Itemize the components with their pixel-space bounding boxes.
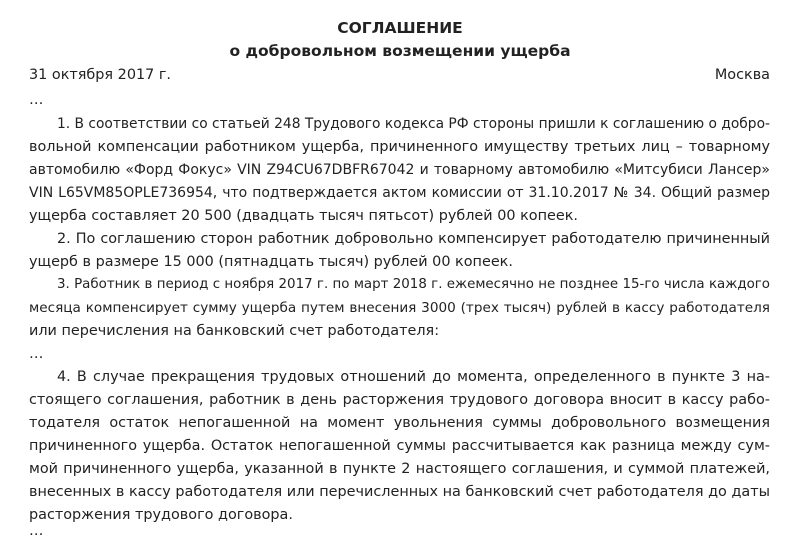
p2-line-1: 2. По соглашению сторон работник добровольно компенсирует работодателю причиненный bbox=[57, 231, 770, 247]
p1-line-1: 1. В соответствии со статьей 248 Трудового кодекса РФ стороны пришли к соглашению о добро- bbox=[57, 116, 770, 132]
ellipsis-1: … bbox=[29, 92, 44, 108]
p1-line-4: VIN L65VM85OPLE736954, что подтверждается актом комиссии от 31.10.2017 № 34. Общий размер bbox=[29, 185, 770, 201]
p1-line-3: автомобилю «Форд Фокус» VIN Z94CU67DBFR67042 и товарному автомобилю «Митсубиси Лансер» bbox=[29, 162, 770, 178]
document-city: Москва bbox=[714, 67, 770, 83]
p4-line-5: мой причиненного ущерба, указанной в пункте 2 настоящего соглашения, и суммой платежей, bbox=[29, 461, 770, 477]
p3-line-3: или перечисления на банковский счет работодателя: bbox=[29, 323, 440, 339]
p3-line-2: месяца компенсирует сумму ущерба путем внесения 3000 (трех тысяч) рублей в кассу работодателя bbox=[29, 300, 770, 316]
p1-line-2: вольной компенсации работником ущерба, причиненного имуществу третьих лиц – товарному bbox=[29, 139, 770, 155]
document-date: 31 октября 2017 г. bbox=[29, 67, 171, 83]
document-subtitle: о добровольном возмещении ущерба bbox=[229, 42, 571, 60]
ellipsis-2: … bbox=[29, 346, 44, 362]
ellipsis-3: … bbox=[29, 523, 44, 539]
p4-line-7: расторжения трудового договора. bbox=[29, 507, 293, 523]
p4-line-6: внесенных в кассу работодателя или перечисленных на банковский счет работодателя до даты bbox=[29, 484, 770, 500]
document-title: СОГЛАШЕНИЕ bbox=[337, 19, 463, 37]
p1-line-5: ущерба составляет 20 500 (двадцать тысяч пятьсот) рублей 00 копеек. bbox=[29, 208, 578, 224]
p4-line-3: тодателя остаток непогашенной на момент увольнения суммы добровольного возмещения bbox=[29, 415, 770, 431]
p3-line-1: 3. Работник в период с ноября 2017 г. по март 2018 г. ежемесячно не позднее 15-го числа каждого bbox=[57, 277, 770, 292]
p2-line-2: ущерб в размере 15 000 (пятнадцать тысяч) рублей 00 копеек. bbox=[29, 254, 513, 270]
p4-line-4: причиненного ущерба. Остаток непогашенной суммы рассчитывается как разница между сум- bbox=[29, 438, 770, 454]
p4-line-2: стоящего соглашения, работник в день расторжения трудового договора вносит в кассу рабо- bbox=[29, 392, 770, 408]
p4-line-1: 4. В случае прекращения трудовых отношений до момента, определенного в пункте 3 на- bbox=[57, 369, 770, 385]
